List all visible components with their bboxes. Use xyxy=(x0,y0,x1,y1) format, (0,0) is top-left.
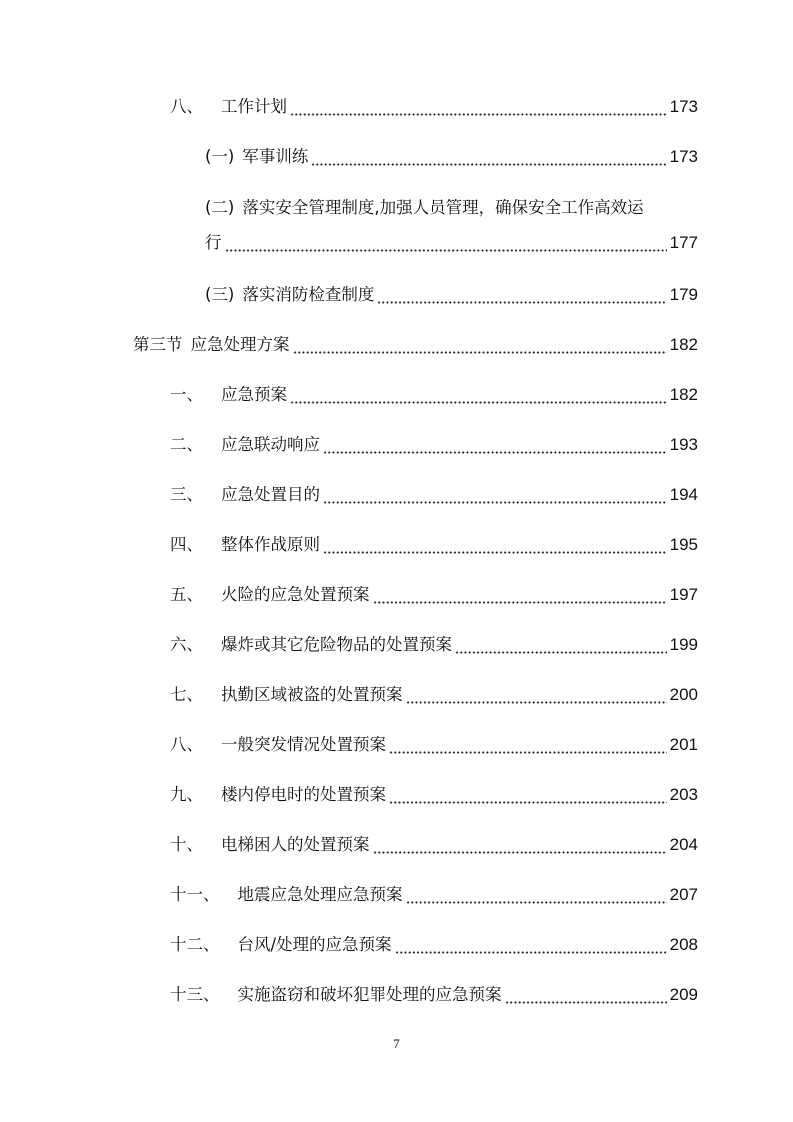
leader-dots xyxy=(373,584,667,604)
toc-entry[interactable] xyxy=(170,683,698,707)
toc-title: 应急联动响应 xyxy=(221,435,320,454)
toc-entry[interactable] xyxy=(170,583,698,607)
toc-title: 军事训练 xyxy=(242,147,309,166)
toc-number: 二、 xyxy=(170,435,203,454)
leader-dots xyxy=(311,146,666,166)
toc-page: 197 xyxy=(669,585,698,604)
toc-number: 一、 xyxy=(170,385,203,404)
leader-dots xyxy=(377,284,666,304)
toc-entry[interactable] xyxy=(170,633,698,657)
leader-dots xyxy=(406,884,667,904)
toc-title: 爆炸或其它危险物品的处置预案 xyxy=(221,635,452,654)
toc-number: 十二、 xyxy=(170,935,220,954)
toc-page: 173 xyxy=(669,147,698,166)
toc-number: (二) xyxy=(205,198,235,217)
leader-dots xyxy=(293,334,667,354)
toc-entry[interactable] xyxy=(170,433,698,457)
toc-entry[interactable] xyxy=(170,95,698,119)
toc-number: 八、 xyxy=(170,735,203,754)
toc-title: 楼内停电时的处置预案 xyxy=(221,785,386,804)
toc-title: 落实安全管理制度,加强人员管理，确保安全工作高效运 xyxy=(242,198,644,217)
toc-page: 182 xyxy=(669,335,698,354)
toc-entry[interactable] xyxy=(170,383,698,407)
toc-section-entry[interactable] xyxy=(133,333,698,357)
toc-page: 173 xyxy=(669,97,698,116)
toc-number: 九、 xyxy=(170,785,203,804)
toc-title: 电梯困人的处置预案 xyxy=(221,835,370,854)
toc-title-continued: 行 xyxy=(205,233,222,252)
toc-number: 六、 xyxy=(170,635,203,654)
toc-number: (三) xyxy=(205,285,235,304)
toc-entry[interactable] xyxy=(205,231,698,255)
toc-entry[interactable] xyxy=(170,533,698,557)
toc-entry[interactable] xyxy=(170,833,698,857)
toc-number: 七、 xyxy=(170,685,203,704)
toc-entry[interactable] xyxy=(170,733,698,757)
leader-dots xyxy=(389,734,667,754)
toc-page: 177 xyxy=(669,233,698,252)
toc-entry[interactable] xyxy=(205,145,698,169)
toc-page: 208 xyxy=(669,935,698,954)
leader-dots xyxy=(373,834,667,854)
toc-page: 199 xyxy=(669,635,698,654)
toc-entry[interactable] xyxy=(170,983,698,1007)
leader-dots xyxy=(505,984,667,1004)
toc-page: 179 xyxy=(669,285,698,304)
toc-title: 应急预案 xyxy=(221,385,287,404)
toc-entry[interactable] xyxy=(170,783,698,807)
leader-dots xyxy=(225,232,667,252)
toc-title: 整体作战原则 xyxy=(221,535,320,554)
toc-title: 一般突发情况处置预案 xyxy=(221,735,386,754)
toc-page: 209 xyxy=(669,985,698,1004)
toc-title: 应急处理方案 xyxy=(190,335,290,354)
toc-title: 工作计划 xyxy=(221,97,287,116)
leader-dots xyxy=(323,534,667,554)
toc-page: 207 xyxy=(669,885,698,904)
toc-title: 台风/处理的应急预案 xyxy=(237,935,392,954)
toc-title: 地震应急处理应急预案 xyxy=(237,885,403,904)
toc-page: 200 xyxy=(669,685,698,704)
toc-title: 落实消防检查制度 xyxy=(242,285,375,304)
leader-dots xyxy=(455,634,667,654)
toc-entry[interactable] xyxy=(170,483,698,507)
toc-number: 三、 xyxy=(170,485,203,504)
page-number: 7 xyxy=(393,1036,400,1051)
leader-dots xyxy=(323,434,667,454)
leader-dots xyxy=(290,96,667,116)
toc-page: 194 xyxy=(669,485,698,504)
toc-entry[interactable] xyxy=(205,283,698,307)
toc-title: 应急处置目的 xyxy=(221,485,320,504)
toc-title: 火险的应急处置预案 xyxy=(221,585,370,604)
leader-dots xyxy=(406,684,667,704)
toc-number: 十三、 xyxy=(170,985,220,1004)
toc-number: 十、 xyxy=(170,835,203,854)
toc-title: 执勤区域被盗的处置预案 xyxy=(221,685,403,704)
toc-page: 201 xyxy=(669,735,698,754)
toc-number: 四、 xyxy=(170,535,203,554)
toc-number: 第三节 xyxy=(133,335,183,354)
leader-dots xyxy=(389,784,667,804)
toc-entry-line1[interactable] xyxy=(205,196,644,220)
toc-number: 八、 xyxy=(170,97,203,116)
toc-page: 203 xyxy=(669,785,698,804)
toc-page: 193 xyxy=(669,435,698,454)
toc-number: (一) xyxy=(205,147,235,166)
toc-page: 195 xyxy=(669,535,698,554)
toc-page: 204 xyxy=(669,835,698,854)
toc-number: 十一、 xyxy=(170,885,220,904)
toc-title: 实施盗窃和破坏犯罪处理的应急预案 xyxy=(237,985,502,1004)
leader-dots xyxy=(290,384,667,404)
leader-dots xyxy=(395,934,667,954)
toc-entry[interactable] xyxy=(170,933,698,957)
leader-dots xyxy=(323,484,667,504)
toc-entry[interactable] xyxy=(170,883,698,907)
toc-page: 182 xyxy=(669,385,698,404)
toc-number: 五、 xyxy=(170,585,203,604)
